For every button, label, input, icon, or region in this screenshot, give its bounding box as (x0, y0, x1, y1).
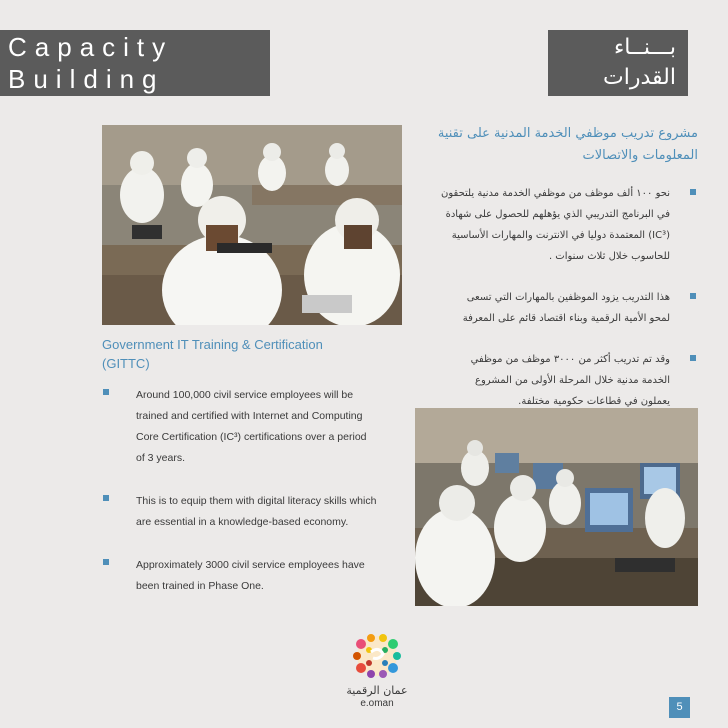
text-line: Around 100,000 civil service employees will be (136, 389, 354, 401)
text-line: trained and certified with Internet and Computing (136, 410, 363, 422)
text-line: Approximately 3000 civil service employees have (136, 559, 365, 571)
arabic-heading-line-2: المعلومات والاتصالات (582, 148, 698, 163)
arabic-bullet-list (418, 183, 698, 432)
logo-text-english: e.oman (360, 698, 394, 709)
logo-text-arabic: عمان الرقمية (346, 684, 408, 697)
arabic-bullet-item (418, 287, 698, 329)
english-bullet-item (102, 491, 402, 533)
text-line: نحو ١٠٠ ألف موظف من موظفي الخدمة مدنية يلتحقون (441, 188, 670, 199)
english-bullet-item (102, 385, 402, 469)
english-bullet-item (102, 555, 402, 597)
arabic-heading (418, 123, 698, 167)
square-bullet-icon (690, 355, 696, 361)
square-bullet-icon (690, 189, 696, 195)
text-line: يعملون في قطاعات حكومية مختلفة. (518, 396, 670, 407)
arabic-bullet-item (418, 183, 698, 267)
training-photo-2 (415, 408, 698, 606)
text-line: للحاسوب خلال ثلاث سنوات . (548, 251, 670, 262)
text-line: This is to equip them with digital literacy skills which (136, 495, 377, 507)
text-line: وقد تم تدريب أكثر من ٣٠٠٠ موظف من موظفي (470, 354, 670, 365)
title-english (0, 30, 270, 96)
text-line: الخدمة مدنية خلال المرحلة الأولى من المشروع (475, 375, 670, 386)
e-oman-logo (340, 630, 414, 720)
square-bullet-icon (690, 293, 696, 299)
training-photo-1 (102, 125, 402, 325)
english-heading (102, 335, 402, 373)
square-bullet-icon (103, 495, 109, 501)
text-line: been trained in Phase One. (136, 580, 264, 592)
arabic-heading-line-1: مشروع تدريب موظفي الخدمة المدنية على تقنية (437, 126, 698, 141)
classroom-illustration-1 (102, 125, 402, 325)
square-bullet-icon (103, 389, 109, 395)
classroom-illustration-2 (415, 408, 698, 606)
title-english-line-1: Capacity (8, 32, 174, 62)
english-bullet-list (102, 385, 402, 619)
text-line: Core Certification (IC³) certifications over a period (136, 431, 367, 443)
text-line: هذا التدريب يزود الموظفين بالمهارات التي تسعى (466, 292, 670, 303)
text-line: are essential in a knowledge-based economy. (136, 516, 349, 528)
text-line: of 3 years. (136, 452, 186, 464)
text-line: في البرنامج التدريبي الذي يؤهلهم للحصول على شهادة (445, 209, 670, 220)
square-bullet-icon (103, 559, 109, 565)
title-arabic (548, 30, 688, 96)
english-heading-line-2: (GITTC) (102, 356, 150, 371)
title-english-line-2: Building (8, 64, 165, 94)
title-arabic-line-2: القدرات (603, 65, 676, 90)
arabic-bullet-item (418, 349, 698, 412)
text-line: (IC³) المعتمدة دوليا في الانترنت والمهارات الأساسية (451, 230, 670, 241)
text-line: لمحو الأمية الرقمية وبناء اقتصاد قائم على المعرفة (462, 313, 670, 324)
title-arabic-line-1: بـــنــاء (613, 35, 676, 60)
colorful-dots-logo-icon (349, 630, 405, 682)
english-heading-line-1: Government IT Training & Certification (102, 337, 323, 352)
page-number: 5 (669, 697, 690, 718)
